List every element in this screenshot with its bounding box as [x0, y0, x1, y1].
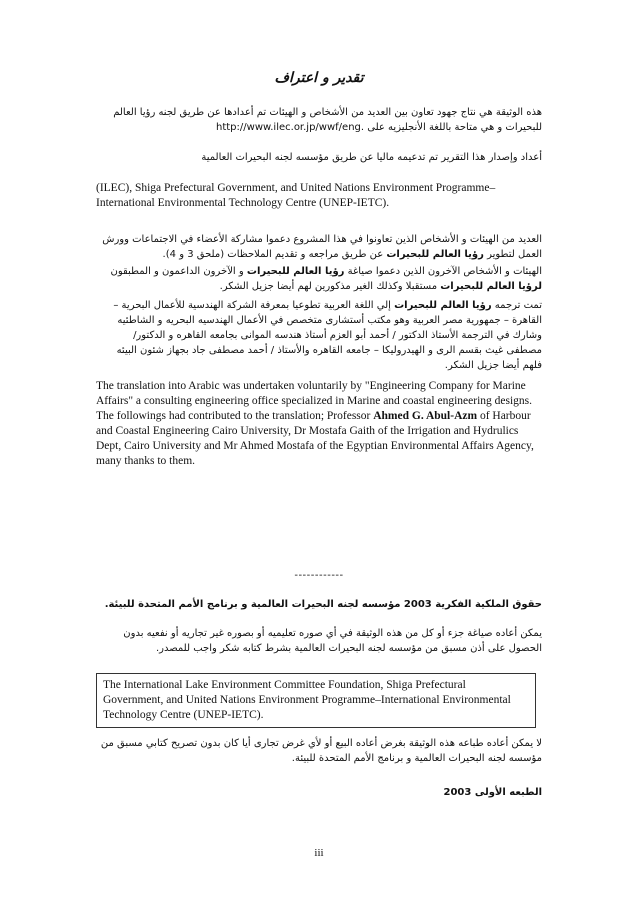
translation-bold: رؤيا العالم للبحيرات — [394, 300, 492, 311]
supporters-bold-2: لرؤيا العالم للبحيرات — [440, 281, 542, 292]
paragraph-resale: لا يمكن أعاده طباعه هذه الوثيقة بغرض أعاده البيع أو لأي غرض تجارى أيا كان بدون تصريح كتابي مسبق من مؤسسه لجنه البحيرات العالمية و برنامج الأمم المتحدة للبيئة. — [100, 738, 542, 764]
page-number: iii — [314, 847, 324, 859]
translation-en-bold: Ahmed G. Abul-Azm — [373, 410, 478, 422]
translation-post: إلي اللغة العربية تطوعيا بمعرفة الشركة الهندسية للأعمال البحرية – القاهرة – جمهورية مصر العربية وهو مكتب أستشارى متخصص في الأعمال الهندسيه البحريه و الشاطئيه وشارك في الترجمة الأستاذ الدكتور / أحمد أبو العزم أستاذ هندسه الموانى بجامعه القاهره و الدكتور/ مصطفى غيث بقسم الرى و الهيدروليكا – جامعه القاهره والأستاذ / أحمد مصطفى جاد بجهاز شئون البيئه فلهم أيضا جزيل الشكر. — [113, 300, 542, 371]
paragraph-funders-english: (ILEC), Shiga Prefectural Government, and United Nations Environment Programme–International Environmental Technology Centre (UNEP-IETC). — [96, 182, 496, 209]
copyright-heading: حقوق الملكية الفكرية 2003 مؤسسه لجنه البحيرات العالمية و برنامج الأمم المتحدة للبيئة. — [104, 599, 542, 610]
translation-en-pre: The translation into Arabic was undertaken voluntarily by "Engineering Company for Marine Affairs" a consulting engineering office specialized in Marine and coastal engineering designs. The followings had contributed to the translation; Professor — [96, 380, 533, 422]
translation-en-post: of Harbour and Coastal Engineering Cairo University, Dr Mostafa Gaith of the Irrigation and Hydrulics Dept, Cairo University and Mr Ahmed Mostafa of the Egyptian Environmental Affairs Agency, many thanks to them. — [96, 410, 534, 467]
supporters-pre: الهيئات و الأشخاص الآخرون الذين دعموا صياغة — [344, 266, 542, 277]
paragraph-intro — [96, 105, 542, 135]
supporters-bold-1: رؤيا العالم للبحيرات — [246, 266, 345, 277]
edition-label: الطبعه الأولى 2003 — [443, 787, 542, 798]
intro-text: هذه الوثيقة هي نتاج جهود تعاون بين العديد من الأشخاص و الهيئات تم أعدادها عن طريق لجنه رؤيا العالم للبحيرات و هي متاحة باللغة الأنجليزيه على — [113, 107, 542, 133]
supporters-post: مستقبلا وكذلك الغير مذكورين لهم أيضا جزيل الشكر. — [219, 281, 441, 292]
paragraph-supporters — [96, 264, 542, 294]
paragraph-translation-arabic — [96, 298, 542, 373]
page-title: تقدير و اعتراف — [274, 70, 364, 86]
section-separator: ------------ — [294, 570, 344, 581]
paragraph-translation-english — [96, 379, 542, 469]
paragraph-contributors — [96, 232, 542, 262]
copyright-holders-box: The International Lake Environment Committee Foundation, Shiga Prefectural Government, and United Nations Environment Programme–International Environmental Technology Centre (UNEP-IETC). — [96, 673, 536, 728]
paragraph-reproduction: يمكن أعاده صياغة جزء أو كل من هذه الوثيقة في أي صوره تعليميه أو بصوره غير تجاريه أو نفعيه بدون الحصول على أذن مسبق من مؤسسه لجنه البحيرات العالمية بشرط كتابه شكر واجب للمصدر. — [123, 628, 542, 654]
contributors-post: عن طريق مراجعه و تقديم الملاحظات (ملحق 3 و 4). — [162, 249, 387, 260]
supporters-mid: و الآخرون الداعمون و المطبقون — [110, 266, 247, 277]
source-url[interactable]: http://www.ilec.or.jp/wwf/eng. — [216, 122, 365, 133]
paragraph-funding: أعداد وإصدار هذا التقرير تم تدعيمه ماليا عن طريق مؤسسه لجنه البحيرات العالمية — [201, 152, 542, 163]
translation-pre: تمت ترجمه — [491, 300, 542, 311]
contributors-pre: العديد من الهيئات و الأشخاص الذين تعاونوا في هذا المشروع دعموا مشاركة الأعضاء في الاجتماعات وورش العمل لتطوير — [102, 234, 542, 260]
contributors-bold: رؤيا العالم للبحيرات — [386, 249, 484, 260]
